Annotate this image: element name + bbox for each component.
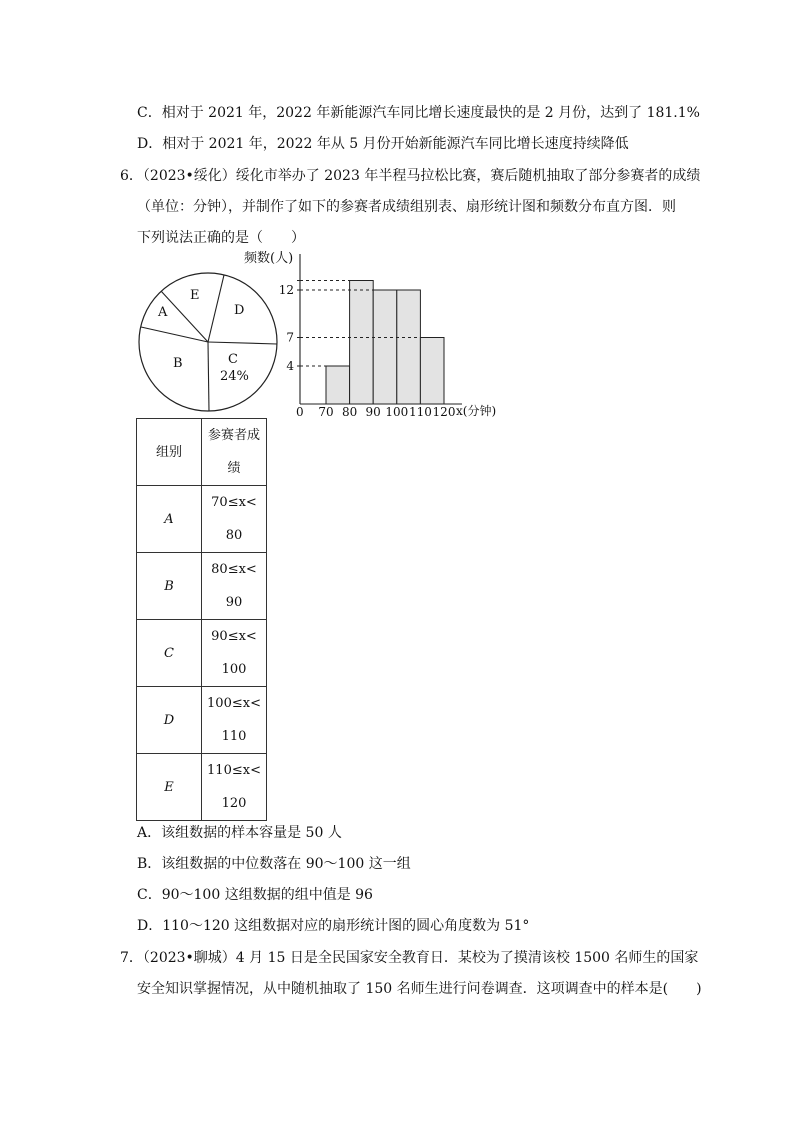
histogram-x-tick-70: 70 [318,405,334,419]
table-row [137,687,267,754]
histogram-x-tick-90: 90 [365,405,381,419]
histogram-x-tick-100: 100 [385,405,409,419]
q6-option-c: C．90～100 这组数据的组中值是 96 [137,887,373,903]
histogram-y-tick-12: 12 [278,283,294,297]
pie-label-b: B [173,356,183,371]
q6-stem-line1: 6．（2023•绥化）绥化市举办了 2023 年半程马拉松比赛，赛后随机抽取了部分参赛者的成绩 [120,168,701,184]
table-row [137,754,267,821]
prev-option-c: C．相对于 2021 年，2022 年新能源汽车同比增长速度最快的是 2 月份，达到了 181.1% [137,105,700,121]
histogram-x-tick-80: 80 [341,405,358,419]
row-group-b: B [137,553,202,620]
range-top: 80≤x< [211,562,257,577]
header-score [202,419,267,486]
histogram-x-label: x(分钟) [456,404,497,418]
table-row [137,553,267,620]
table-header-row [137,419,267,486]
q6-option-d: D．110～120 这组数据对应的扇形统计图的圆心角度数为 51° [137,918,530,934]
row-group-d: D [137,687,202,754]
histogram-origin-label: 0 [296,405,304,419]
header-score-line2: 绩 [227,461,241,476]
range-bottom: 90 [225,595,243,610]
range-bottom: 100 [221,662,247,677]
histogram-bar-90-100 [373,290,397,404]
histogram-y-tick-4: 4 [286,359,294,373]
row-range-d [202,687,267,754]
range-bottom: 110 [221,729,247,744]
histogram-y-label: 频数(人) [244,251,294,266]
table-row [137,620,267,687]
q6-option-a: A．该组数据的样本容量是 50 人 [137,825,342,841]
row-range-b [202,553,267,620]
histogram-bar-80-90 [350,281,374,405]
header-score-line1: 参赛者成 [207,428,260,443]
q6-stem-line2: （单位：分钟），并制作了如下的参赛者成绩组别表、扇形统计图和频数分布直方图．则 [137,199,676,215]
q6-stem-line3: 下列说法正确的是（ ） [137,230,305,246]
histogram-chart [240,244,560,424]
row-range-e [202,754,267,821]
pie-label-c-percent: 24% [220,369,249,384]
histogram-bar-100-110 [397,290,421,404]
histogram-bar-110-120 [420,338,444,405]
range-bottom: 80 [225,528,243,543]
pie-label-d: D [234,303,245,318]
range-top: 110≤x< [207,763,261,778]
pie-label-c: C [228,352,238,367]
row-group-e: E [137,754,202,821]
histogram-x-tick-110: 110 [408,405,432,419]
table-row [137,486,267,553]
prev-option-d: D．相对于 2021 年，2022 年从 5 月份开始新能源汽车同比增长速度持续降低 [137,136,629,152]
pie-label-a: A [158,305,168,320]
range-bottom: 120 [221,796,247,811]
q6-option-b: B．该组数据的中位数落在 90～100 这一组 [137,856,411,872]
range-top: 90≤x< [211,629,257,644]
header-group: 组别 [137,419,202,486]
histogram-y-tick-7: 7 [286,330,294,345]
row-group-a: A [137,486,202,553]
range-top: 70≤x< [211,495,257,510]
row-group-c: C [137,620,202,687]
pie-label-e: E [190,288,200,303]
histogram-bar-70-80 [326,366,350,404]
group-table [136,418,267,821]
row-range-a [202,486,267,553]
row-range-c [202,620,267,687]
range-top: 100≤x< [207,696,261,711]
histogram-x-tick-120: 120 [432,405,456,419]
q7-stem-line1: 7．（2023•聊城）4 月 15 日是全民国家安全教育日．某校为了摸清该校 1500 名师生的国家 [120,950,699,966]
q7-stem-line2: 安全知识掌握情况，从中随机抽取了 150 名师生进行问卷调查．这项调查中的样本是( ) [137,981,702,997]
